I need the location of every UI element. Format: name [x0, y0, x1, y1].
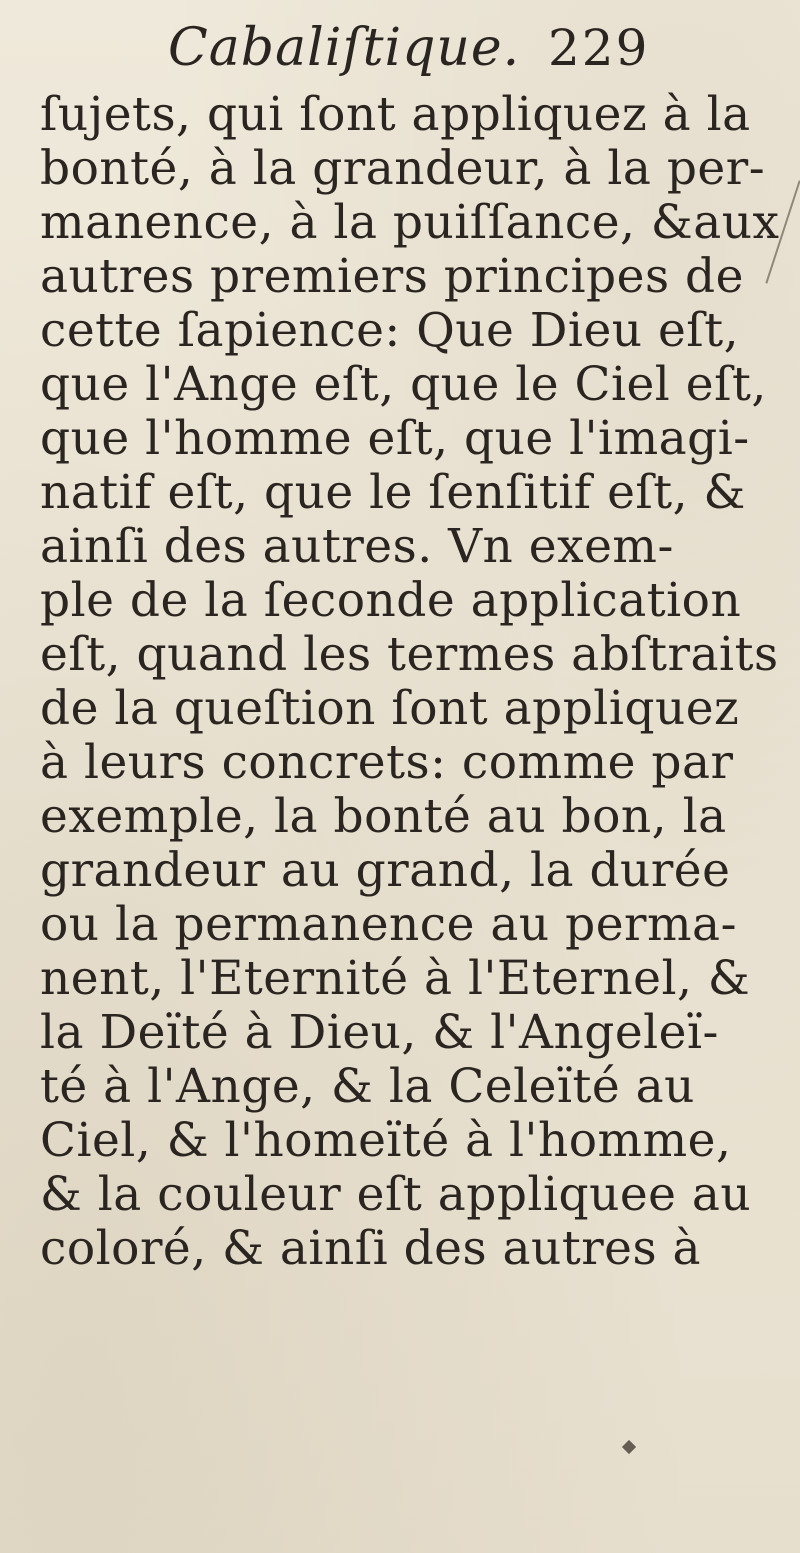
text-line: nent, l'Eternité à l'Eternel, & [40, 951, 751, 1006]
text-line: de la queſtion ſont appliquez [40, 681, 740, 736]
text-line: ſujets, qui ſont appliquez à la [40, 87, 751, 142]
text-line: Ciel, & l'homeïté à l'homme, [40, 1113, 732, 1168]
text-line: té à l'Ange, & la Celeïté au [40, 1059, 695, 1114]
running-head [0, 8, 800, 88]
body-text [40, 87, 780, 1276]
text-line: grandeur au grand, la durée [40, 843, 731, 898]
text-line: natif eſt, que le ſenſitif eſt, & [40, 465, 746, 520]
text-line: bonté, à la grandeur, à la per- [40, 141, 766, 196]
text-line: manence, à la puiſſance, &aux [40, 195, 780, 250]
text-line: la Deïté à Dieu, & l'Angeleï- [40, 1005, 719, 1060]
text-line: ple de la ſeconde application [40, 573, 742, 628]
text-line: ainſi des autres. Vn exem- [40, 519, 674, 574]
text-line: coloré, & ainſi des autres à [40, 1221, 702, 1276]
running-title: Cabaliſtique. [168, 18, 521, 78]
text-line: ou la permanence au perma- [40, 897, 737, 952]
text-line: autres premiers principes de [40, 249, 744, 304]
page-number: 229 [548, 19, 650, 77]
ink-dot-mark [622, 1440, 636, 1454]
text-line: exemple, la bonté au bon, la [40, 789, 727, 844]
text-line: que l'homme eſt, que l'imagi- [40, 411, 750, 466]
text-line: à leurs concrets: comme par [40, 735, 734, 790]
text-line: cette ſapience: Que Dieu eſt, [40, 303, 740, 358]
text-line: eſt, quand les termes abſtraits [40, 627, 779, 682]
text-line: que l'Ange eſt, que le Ciel eſt, [40, 357, 767, 412]
text-line: & la couleur eſt appliquee au [40, 1167, 752, 1222]
